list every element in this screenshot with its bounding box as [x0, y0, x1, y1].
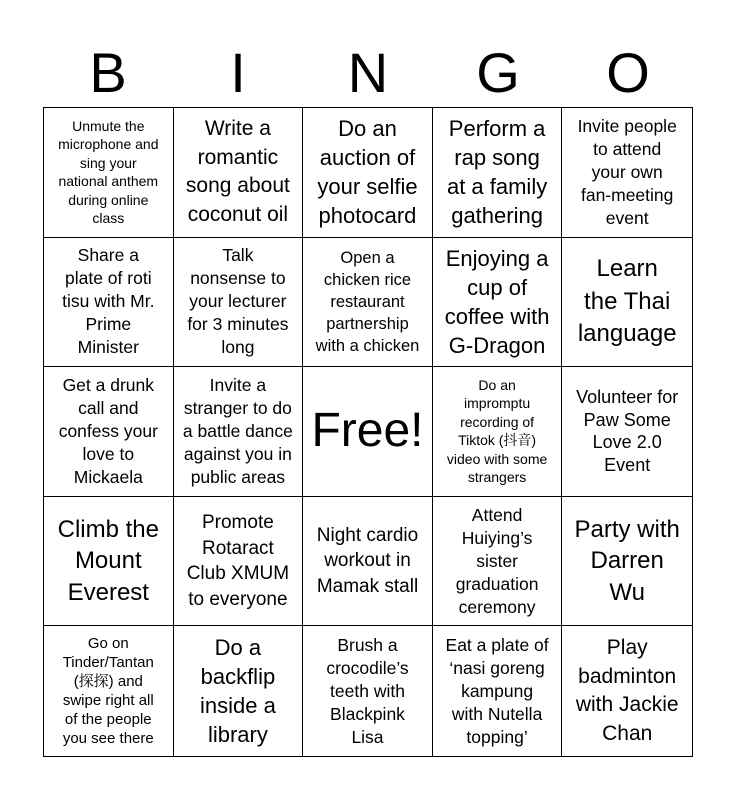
bingo-cell[interactable]: [433, 497, 563, 627]
cell-text: Learn the Thai language: [577, 255, 677, 348]
header-letter-o: O: [606, 41, 650, 104]
bingo-cell[interactable]: [44, 497, 174, 627]
cell-text: Open a chicken rice restaurant partnership with a chicken: [315, 248, 420, 355]
cell-text: Play badminton with Jackie Chan: [575, 636, 679, 745]
cell-text: Brush a crocodile’s teeth with Blackpink Lisa: [326, 634, 409, 747]
bingo-header: [43, 40, 693, 106]
bingo-cell[interactable]: [44, 626, 174, 756]
bingo-cell[interactable]: [433, 108, 563, 238]
cell-text: Climb the Mount Everest: [57, 515, 159, 606]
bingo-cell[interactable]: [303, 238, 433, 368]
cell-text: Enjoying a cup of coffee with G-Dragon: [444, 245, 550, 358]
cell-text: Night cardio workout in Mamak stall: [316, 524, 419, 597]
bingo-cell[interactable]: [562, 497, 692, 627]
bingo-cell[interactable]: [174, 367, 304, 497]
cell-text: Perform a rap song at a family gathering: [446, 116, 548, 229]
header-letter-b: B: [89, 41, 127, 104]
bingo-cell[interactable]: [433, 238, 563, 368]
cell-text: Go on Tinder/Tantan (探探) and swipe right all of the people you see there: [62, 635, 154, 748]
cell-text: Unmute the microphone and sing your national anthem during online class: [58, 117, 159, 227]
cell-text: Invite people to attend your own fan-meeting event: [577, 115, 677, 228]
cell-text: Do an auction of your selfie photocard: [317, 116, 418, 229]
bingo-cell[interactable]: [44, 108, 174, 238]
bingo-cell[interactable]: [174, 238, 304, 368]
bingo-cell[interactable]: [174, 497, 304, 627]
bingo-cell[interactable]: [303, 497, 433, 627]
cell-text: Do a backflip inside a library: [199, 635, 276, 748]
bingo-cell[interactable]: [433, 367, 563, 497]
cell-text: Write a romantic song about coconut oil: [185, 117, 290, 226]
header-letter-n: N: [347, 41, 389, 104]
header-letter-i: I: [230, 41, 246, 104]
bingo-cell[interactable]: [433, 626, 563, 756]
bingo-cell[interactable]: [562, 626, 692, 756]
cell-text: Share a plate of roti tisu with Mr. Prime Minister: [62, 245, 155, 358]
bingo-cell[interactable]: [562, 238, 692, 368]
bingo-cell[interactable]: [174, 626, 304, 756]
bingo-cell[interactable]: [303, 108, 433, 238]
free-space-cell[interactable]: [303, 367, 433, 497]
bingo-cell[interactable]: [562, 108, 692, 238]
cell-text: Get a drunk call and confess your love to Mickaela: [58, 374, 158, 487]
bingo-cell[interactable]: [303, 626, 433, 756]
cell-text: Volunteer for Paw Some Love 2.0 Event: [576, 387, 679, 475]
bingo-cell[interactable]: [44, 367, 174, 497]
cell-text: Invite a stranger to do a battle dance against you in public areas: [182, 374, 293, 487]
cell-text: Party with Darren Wu: [574, 515, 680, 606]
cell-text: Attend Huiying’s sister graduation ceremony: [455, 504, 539, 617]
bingo-cell[interactable]: [44, 238, 174, 368]
bingo-grid: [43, 107, 693, 757]
cell-text: Do an impromptu recording of Tiktok (抖音) video with some strangers: [446, 376, 548, 486]
bingo-cell[interactable]: [174, 108, 304, 238]
free-space-text: Free!: [311, 404, 424, 458]
bingo-cell[interactable]: [562, 367, 692, 497]
cell-text: Eat a plate of ‘nasi goreng kampung with Nutella topping’: [445, 634, 549, 747]
cell-text: Talk nonsense to your lecturer for 3 minutes long: [187, 245, 289, 358]
header-letter-g: G: [476, 41, 520, 104]
cell-text: Promote Rotaract Club XMUM to everyone: [186, 512, 290, 610]
